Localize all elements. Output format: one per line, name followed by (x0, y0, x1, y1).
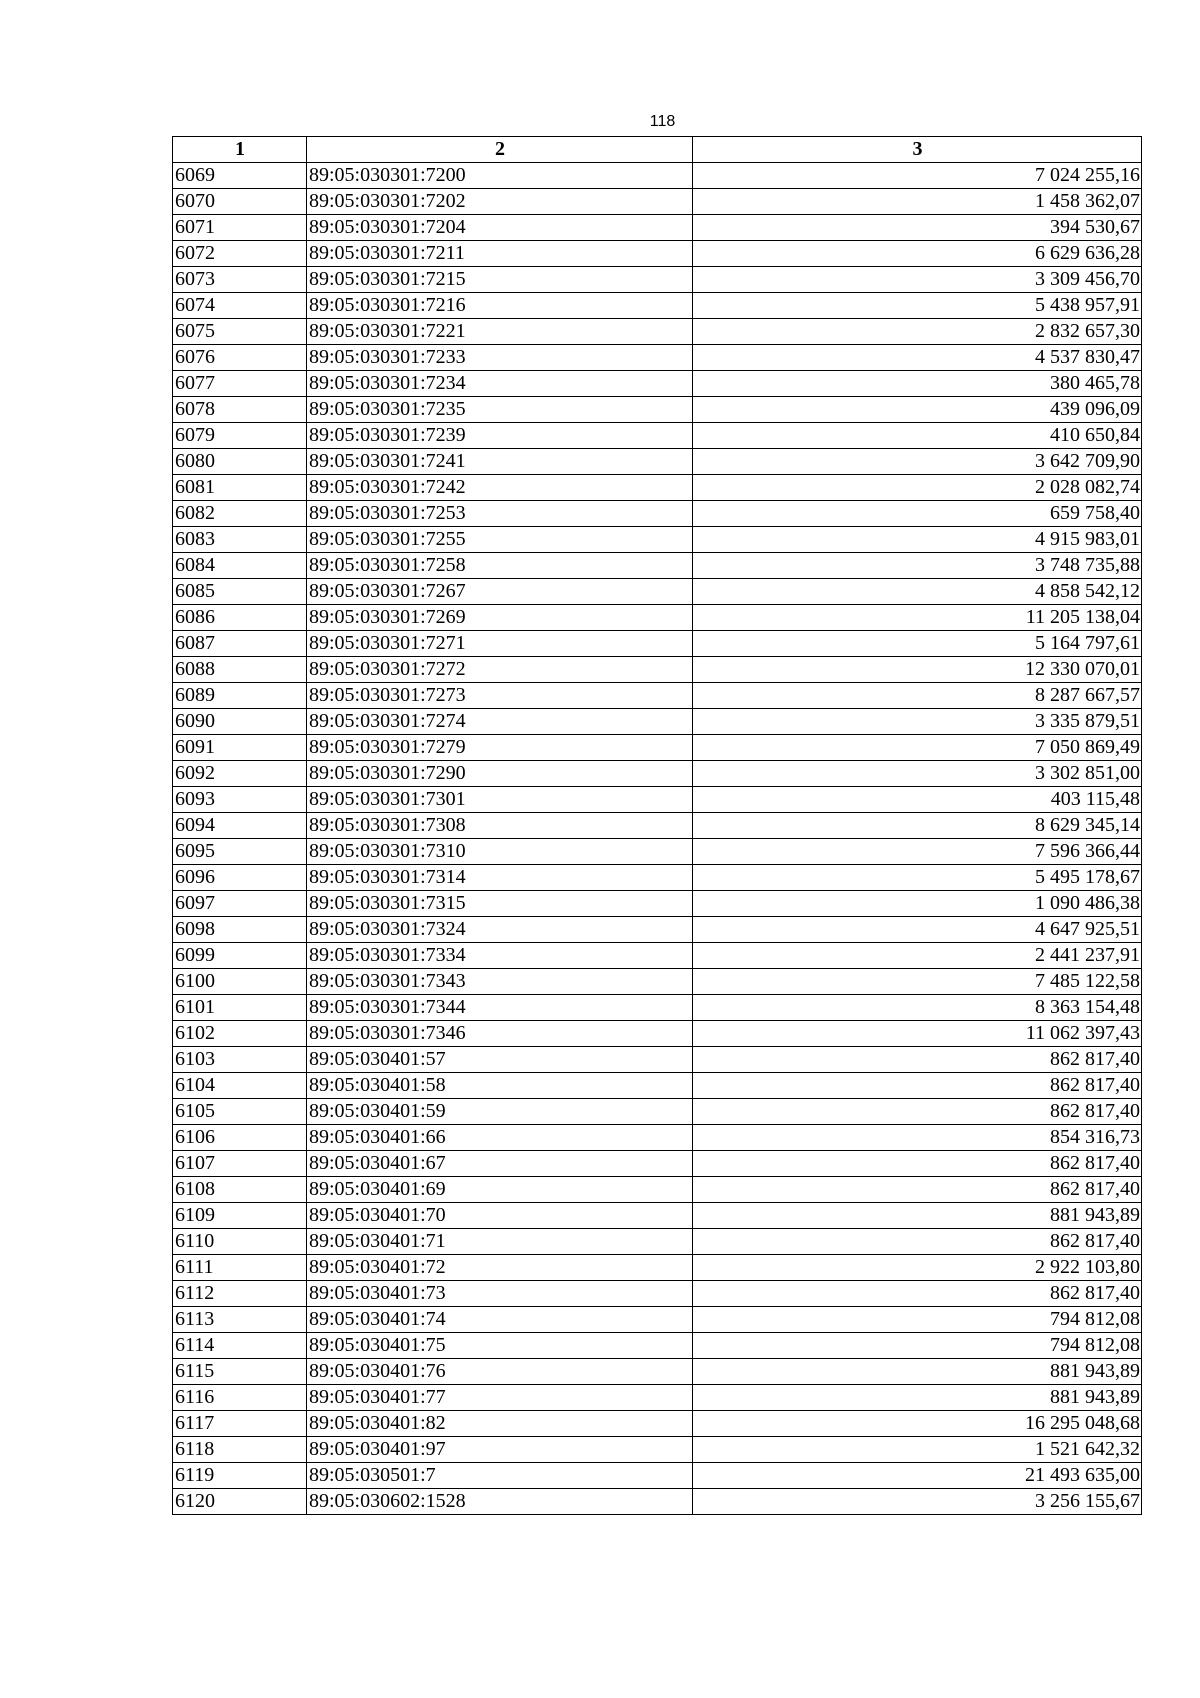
cadastral-value-cell: 4 915 983,01 (693, 527, 1142, 553)
table-row (173, 579, 1142, 605)
cadastral-value-cell: 4 537 830,47 (693, 345, 1142, 371)
table-row (173, 1307, 1142, 1333)
cadastral-value-cell: 439 096,09 (693, 397, 1142, 423)
row-number-cell: 6086 (173, 605, 307, 631)
cadastral-number-cell: 89:05:030301:7242 (307, 475, 693, 501)
cadastral-value-cell: 380 465,78 (693, 371, 1142, 397)
table-row (173, 1359, 1142, 1385)
row-number-cell: 6117 (173, 1411, 307, 1437)
row-number-cell: 6106 (173, 1125, 307, 1151)
row-number-cell: 6089 (173, 683, 307, 709)
cadastral-value-cell: 2 028 082,74 (693, 475, 1142, 501)
table-row (173, 1281, 1142, 1307)
cadastral-number-cell: 89:05:030301:7267 (307, 579, 693, 605)
row-number-cell: 6081 (173, 475, 307, 501)
row-number-cell: 6115 (173, 1359, 307, 1385)
table-row (173, 1177, 1142, 1203)
cadastral-number-cell: 89:05:030301:7334 (307, 943, 693, 969)
row-number-cell: 6105 (173, 1099, 307, 1125)
row-number-cell: 6116 (173, 1385, 307, 1411)
table-row (173, 163, 1142, 189)
cadastral-number-cell: 89:05:030301:7274 (307, 709, 693, 735)
row-number-cell: 6103 (173, 1047, 307, 1073)
table-header-row (173, 137, 1142, 163)
row-number-cell: 6111 (173, 1255, 307, 1281)
row-number-cell: 6119 (173, 1463, 307, 1489)
table-row (173, 215, 1142, 241)
row-number-cell: 6118 (173, 1437, 307, 1463)
row-number-cell: 6120 (173, 1489, 307, 1515)
cadastral-value-cell: 11 205 138,04 (693, 605, 1142, 631)
page-number: 118 (649, 113, 676, 130)
table-row (173, 1021, 1142, 1047)
table-row (173, 605, 1142, 631)
row-number-cell: 6108 (173, 1177, 307, 1203)
row-number-cell: 6087 (173, 631, 307, 657)
table-row (173, 1229, 1142, 1255)
cadastral-value-cell: 8 363 154,48 (693, 995, 1142, 1021)
cadastral-number-cell: 89:05:030602:1528 (307, 1489, 693, 1515)
cadastral-value-cell: 410 650,84 (693, 423, 1142, 449)
cadastral-value-cell: 2 441 237,91 (693, 943, 1142, 969)
cadastral-number-cell: 89:05:030301:7255 (307, 527, 693, 553)
cadastral-number-cell: 89:05:030401:97 (307, 1437, 693, 1463)
table-row (173, 1385, 1142, 1411)
cadastral-number-cell: 89:05:030401:67 (307, 1151, 693, 1177)
table-row (173, 293, 1142, 319)
table-body (173, 163, 1142, 1515)
row-number-cell: 6091 (173, 735, 307, 761)
table-row (173, 449, 1142, 475)
row-number-cell: 6085 (173, 579, 307, 605)
cadastral-number-cell: 89:05:030301:7202 (307, 189, 693, 215)
cadastral-value-cell: 3 642 709,90 (693, 449, 1142, 475)
column-header-3: 3 (693, 137, 1142, 163)
cadastral-value-cell: 7 024 255,16 (693, 163, 1142, 189)
table-row (173, 553, 1142, 579)
row-number-cell: 6094 (173, 813, 307, 839)
table-row (173, 319, 1142, 345)
table-row (173, 1411, 1142, 1437)
cadastral-number-cell: 89:05:030301:7314 (307, 865, 693, 891)
row-number-cell: 6090 (173, 709, 307, 735)
cadastral-number-cell: 89:05:030301:7301 (307, 787, 693, 813)
cadastral-number-cell: 89:05:030401:75 (307, 1333, 693, 1359)
table-row (173, 527, 1142, 553)
cadastral-number-cell: 89:05:030301:7233 (307, 345, 693, 371)
cadastral-value-cell: 862 817,40 (693, 1151, 1142, 1177)
cadastral-value-cell: 403 115,48 (693, 787, 1142, 813)
cadastral-value-cell: 394 530,67 (693, 215, 1142, 241)
cadastral-value-cell: 1 458 362,07 (693, 189, 1142, 215)
cadastral-number-cell: 89:05:030301:7221 (307, 319, 693, 345)
row-number-cell: 6083 (173, 527, 307, 553)
table-row (173, 475, 1142, 501)
cadastral-number-cell: 89:05:030401:71 (307, 1229, 693, 1255)
table-row (173, 891, 1142, 917)
row-number-cell: 6082 (173, 501, 307, 527)
cadastral-value-cell: 862 817,40 (693, 1229, 1142, 1255)
table-row (173, 995, 1142, 1021)
row-number-cell: 6092 (173, 761, 307, 787)
cadastral-number-cell: 89:05:030301:7258 (307, 553, 693, 579)
cadastral-value-cell: 881 943,89 (693, 1203, 1142, 1229)
cadastral-value-cell: 8 287 667,57 (693, 683, 1142, 709)
cadastral-value-cell: 4 858 542,12 (693, 579, 1142, 605)
cadastral-value-cell: 8 629 345,14 (693, 813, 1142, 839)
table-row (173, 813, 1142, 839)
cadastral-value-cell: 862 817,40 (693, 1047, 1142, 1073)
table-row (173, 787, 1142, 813)
cadastral-number-cell: 89:05:030301:7273 (307, 683, 693, 709)
cadastral-number-cell: 89:05:030401:69 (307, 1177, 693, 1203)
table-row (173, 761, 1142, 787)
row-number-cell: 6078 (173, 397, 307, 423)
row-number-cell: 6114 (173, 1333, 307, 1359)
table-row (173, 345, 1142, 371)
row-number-cell: 6071 (173, 215, 307, 241)
cadastral-value-table (172, 136, 1142, 1515)
row-number-cell: 6079 (173, 423, 307, 449)
cadastral-number-cell: 89:05:030301:7279 (307, 735, 693, 761)
table-row (173, 943, 1142, 969)
cadastral-number-cell: 89:05:030301:7234 (307, 371, 693, 397)
cadastral-value-cell: 3 256 155,67 (693, 1489, 1142, 1515)
cadastral-number-cell: 89:05:030301:7308 (307, 813, 693, 839)
table-row (173, 423, 1142, 449)
cadastral-number-cell: 89:05:030301:7346 (307, 1021, 693, 1047)
cadastral-value-cell: 2 832 657,30 (693, 319, 1142, 345)
table-row (173, 1151, 1142, 1177)
row-number-cell: 6110 (173, 1229, 307, 1255)
cadastral-value-cell: 7 596 366,44 (693, 839, 1142, 865)
cadastral-value-cell: 854 316,73 (693, 1125, 1142, 1151)
cadastral-value-cell: 881 943,89 (693, 1359, 1142, 1385)
table-row (173, 735, 1142, 761)
cadastral-number-cell: 89:05:030501:7 (307, 1463, 693, 1489)
cadastral-value-cell: 862 817,40 (693, 1073, 1142, 1099)
cadastral-number-cell: 89:05:030301:7324 (307, 917, 693, 943)
row-number-cell: 6098 (173, 917, 307, 943)
cadastral-value-cell: 12 330 070,01 (693, 657, 1142, 683)
cadastral-value-cell: 11 062 397,43 (693, 1021, 1142, 1047)
cadastral-number-cell: 89:05:030301:7310 (307, 839, 693, 865)
table-row (173, 397, 1142, 423)
row-number-cell: 6077 (173, 371, 307, 397)
row-number-cell: 6075 (173, 319, 307, 345)
cadastral-number-cell: 89:05:030301:7241 (307, 449, 693, 475)
cadastral-value-cell: 16 295 048,68 (693, 1411, 1142, 1437)
table-row (173, 1047, 1142, 1073)
row-number-cell: 6112 (173, 1281, 307, 1307)
table-row (173, 1437, 1142, 1463)
cadastral-number-cell: 89:05:030401:76 (307, 1359, 693, 1385)
cadastral-number-cell: 89:05:030301:7344 (307, 995, 693, 1021)
table-row (173, 1333, 1142, 1359)
cadastral-value-cell: 659 758,40 (693, 501, 1142, 527)
table-row (173, 1125, 1142, 1151)
table-row (173, 1489, 1142, 1515)
table-row (173, 969, 1142, 995)
cadastral-value-cell: 1 090 486,38 (693, 891, 1142, 917)
cadastral-number-cell: 89:05:030301:7204 (307, 215, 693, 241)
cadastral-value-cell: 3 302 851,00 (693, 761, 1142, 787)
row-number-cell: 6093 (173, 787, 307, 813)
table-row (173, 371, 1142, 397)
row-number-cell: 6072 (173, 241, 307, 267)
row-number-cell: 6070 (173, 189, 307, 215)
cadastral-value-cell: 6 629 636,28 (693, 241, 1142, 267)
cadastral-value-cell: 21 493 635,00 (693, 1463, 1142, 1489)
cadastral-number-cell: 89:05:030301:7271 (307, 631, 693, 657)
cadastral-number-cell: 89:05:030301:7235 (307, 397, 693, 423)
cadastral-number-cell: 89:05:030301:7290 (307, 761, 693, 787)
cadastral-value-cell: 794 812,08 (693, 1333, 1142, 1359)
table-row (173, 267, 1142, 293)
row-number-cell: 6088 (173, 657, 307, 683)
cadastral-value-cell: 862 817,40 (693, 1177, 1142, 1203)
cadastral-number-cell: 89:05:030301:7211 (307, 241, 693, 267)
cadastral-value-cell: 4 647 925,51 (693, 917, 1142, 943)
table-row (173, 501, 1142, 527)
cadastral-value-cell: 7 485 122,58 (693, 969, 1142, 995)
cadastral-value-cell: 3 748 735,88 (693, 553, 1142, 579)
cadastral-value-cell: 1 521 642,32 (693, 1437, 1142, 1463)
row-number-cell: 6104 (173, 1073, 307, 1099)
table-row (173, 865, 1142, 891)
cadastral-number-cell: 89:05:030301:7239 (307, 423, 693, 449)
row-number-cell: 6074 (173, 293, 307, 319)
cadastral-value-cell: 794 812,08 (693, 1307, 1142, 1333)
row-number-cell: 6109 (173, 1203, 307, 1229)
cadastral-number-cell: 89:05:030401:82 (307, 1411, 693, 1437)
row-number-cell: 6095 (173, 839, 307, 865)
row-number-cell: 6113 (173, 1307, 307, 1333)
row-number-cell: 6097 (173, 891, 307, 917)
row-number-cell: 6073 (173, 267, 307, 293)
cadastral-value-cell: 881 943,89 (693, 1385, 1142, 1411)
table-row (173, 917, 1142, 943)
table-row (173, 709, 1142, 735)
cadastral-number-cell: 89:05:030401:57 (307, 1047, 693, 1073)
cadastral-value-cell: 2 922 103,80 (693, 1255, 1142, 1281)
table-row (173, 839, 1142, 865)
table-row (173, 1463, 1142, 1489)
cadastral-number-cell: 89:05:030301:7343 (307, 969, 693, 995)
row-number-cell: 6080 (173, 449, 307, 475)
table-row (173, 1099, 1142, 1125)
cadastral-number-cell: 89:05:030401:59 (307, 1099, 693, 1125)
table-row (173, 1073, 1142, 1099)
cadastral-value-cell: 5 495 178,67 (693, 865, 1142, 891)
row-number-cell: 6069 (173, 163, 307, 189)
table-row (173, 189, 1142, 215)
cadastral-number-cell: 89:05:030401:74 (307, 1307, 693, 1333)
column-header-1: 1 (173, 137, 307, 163)
row-number-cell: 6101 (173, 995, 307, 1021)
table-row (173, 631, 1142, 657)
cadastral-value-cell: 862 817,40 (693, 1099, 1142, 1125)
row-number-cell: 6096 (173, 865, 307, 891)
cadastral-number-cell: 89:05:030301:7269 (307, 605, 693, 631)
cadastral-number-cell: 89:05:030301:7253 (307, 501, 693, 527)
row-number-cell: 6076 (173, 345, 307, 371)
row-number-cell: 6099 (173, 943, 307, 969)
row-number-cell: 6102 (173, 1021, 307, 1047)
cadastral-number-cell: 89:05:030301:7272 (307, 657, 693, 683)
cadastral-number-cell: 89:05:030301:7315 (307, 891, 693, 917)
table-row (173, 241, 1142, 267)
cadastral-number-cell: 89:05:030401:72 (307, 1255, 693, 1281)
table-row (173, 1255, 1142, 1281)
cadastral-number-cell: 89:05:030401:77 (307, 1385, 693, 1411)
cadastral-number-cell: 89:05:030401:70 (307, 1203, 693, 1229)
cadastral-number-cell: 89:05:030301:7216 (307, 293, 693, 319)
cadastral-number-cell: 89:05:030401:66 (307, 1125, 693, 1151)
cadastral-number-cell: 89:05:030301:7200 (307, 163, 693, 189)
column-header-2: 2 (307, 137, 693, 163)
table-row (173, 683, 1142, 709)
cadastral-value-cell: 5 438 957,91 (693, 293, 1142, 319)
cadastral-number-cell: 89:05:030401:73 (307, 1281, 693, 1307)
row-number-cell: 6100 (173, 969, 307, 995)
cadastral-number-cell: 89:05:030301:7215 (307, 267, 693, 293)
table-row (173, 657, 1142, 683)
cadastral-value-cell: 3 335 879,51 (693, 709, 1142, 735)
cadastral-number-cell: 89:05:030401:58 (307, 1073, 693, 1099)
row-number-cell: 6107 (173, 1151, 307, 1177)
cadastral-value-cell: 5 164 797,61 (693, 631, 1142, 657)
table-row (173, 1203, 1142, 1229)
cadastral-value-cell: 7 050 869,49 (693, 735, 1142, 761)
cadastral-value-cell: 3 309 456,70 (693, 267, 1142, 293)
row-number-cell: 6084 (173, 553, 307, 579)
cadastral-value-cell: 862 817,40 (693, 1281, 1142, 1307)
